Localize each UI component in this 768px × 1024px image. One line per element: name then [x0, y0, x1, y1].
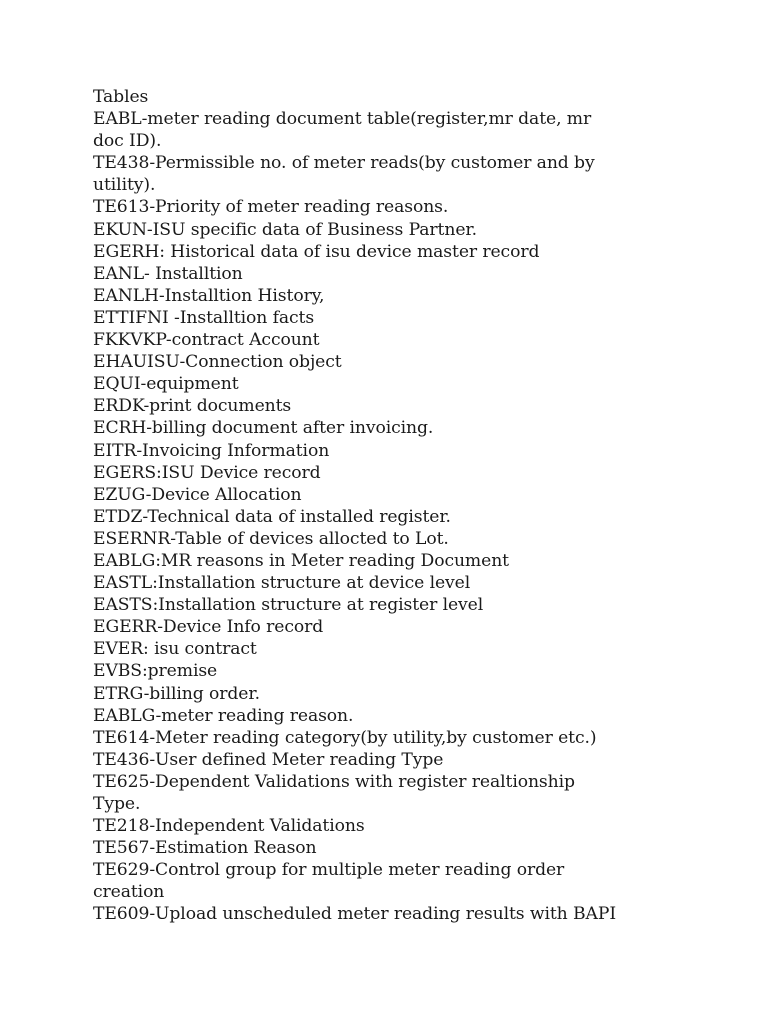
- text-line: EABL-meter reading document table(register,mr date, mr: [93, 109, 592, 130]
- text-line: TE613-Priority of meter reading reasons.: [93, 197, 449, 218]
- text-line: EABLG-meter reading reason.: [93, 705, 354, 726]
- text-line: doc ID).: [93, 131, 162, 152]
- text-line: ESERNR-Table of devices allocted to Lot.: [93, 528, 449, 549]
- text-line: EANL- Installtion: [93, 263, 243, 284]
- text-line: EASTL:Installation structure at device level: [93, 573, 471, 594]
- document-text: [93, 86, 683, 926]
- text-line: TE218-Independent Validations: [93, 816, 365, 837]
- text-line: EITR-Invoicing Information: [93, 440, 330, 461]
- text-line: ETDZ-Technical data of installed register.: [93, 506, 451, 527]
- text-line: EASTS:Installation structure at register level: [93, 595, 484, 616]
- text-line: TE625-Dependent Validations with register realtionship: [93, 771, 575, 792]
- text-line: TE567-Estimation Reason: [93, 838, 317, 859]
- text-line: EVBS:premise: [93, 661, 218, 682]
- text-line: EQUI-equipment: [93, 374, 239, 395]
- text-line: TE629-Control group for multiple meter reading order: [93, 860, 565, 881]
- text-line: utility).: [93, 175, 156, 196]
- text-line: ETRG-billing order.: [93, 683, 260, 704]
- text-line: EHAUISU-Connection object: [93, 352, 342, 373]
- text-line: TE614-Meter reading category(by utility,by customer etc.): [93, 727, 597, 748]
- text-line: ETTIFNI -Installtion facts: [93, 307, 315, 328]
- text-line: TE436-User defined Meter reading Type: [93, 749, 444, 770]
- text-line: EANLH-Installtion History,: [93, 285, 325, 306]
- text-line: EVER: isu contract: [93, 639, 257, 660]
- text-line: TE438-Permissible no. of meter reads(by customer and by: [93, 153, 595, 174]
- document-heading: Tables: [93, 87, 149, 107]
- text-line: creation: [93, 882, 165, 903]
- text-line: EZUG-Device Allocation: [93, 484, 302, 505]
- text-line: EGERH: Historical data of isu device master record: [93, 241, 540, 262]
- text-line: EKUN-ISU specific data of Business Partner.: [93, 219, 477, 240]
- text-line: Type.: [93, 794, 141, 814]
- text-line: EGERS:ISU Device record: [93, 462, 321, 483]
- text-line: EABLG:MR reasons in Meter reading Document: [93, 550, 509, 571]
- text-line: FKKVKP-contract Account: [93, 330, 320, 351]
- text-line: ERDK-print documents: [93, 396, 292, 417]
- text-line: ECRH-billing document after invoicing.: [93, 418, 434, 439]
- text-line: EGERR-Device Info record: [93, 617, 324, 638]
- text-line: TE609-Upload unscheduled meter reading results with BAPI: [93, 904, 617, 925]
